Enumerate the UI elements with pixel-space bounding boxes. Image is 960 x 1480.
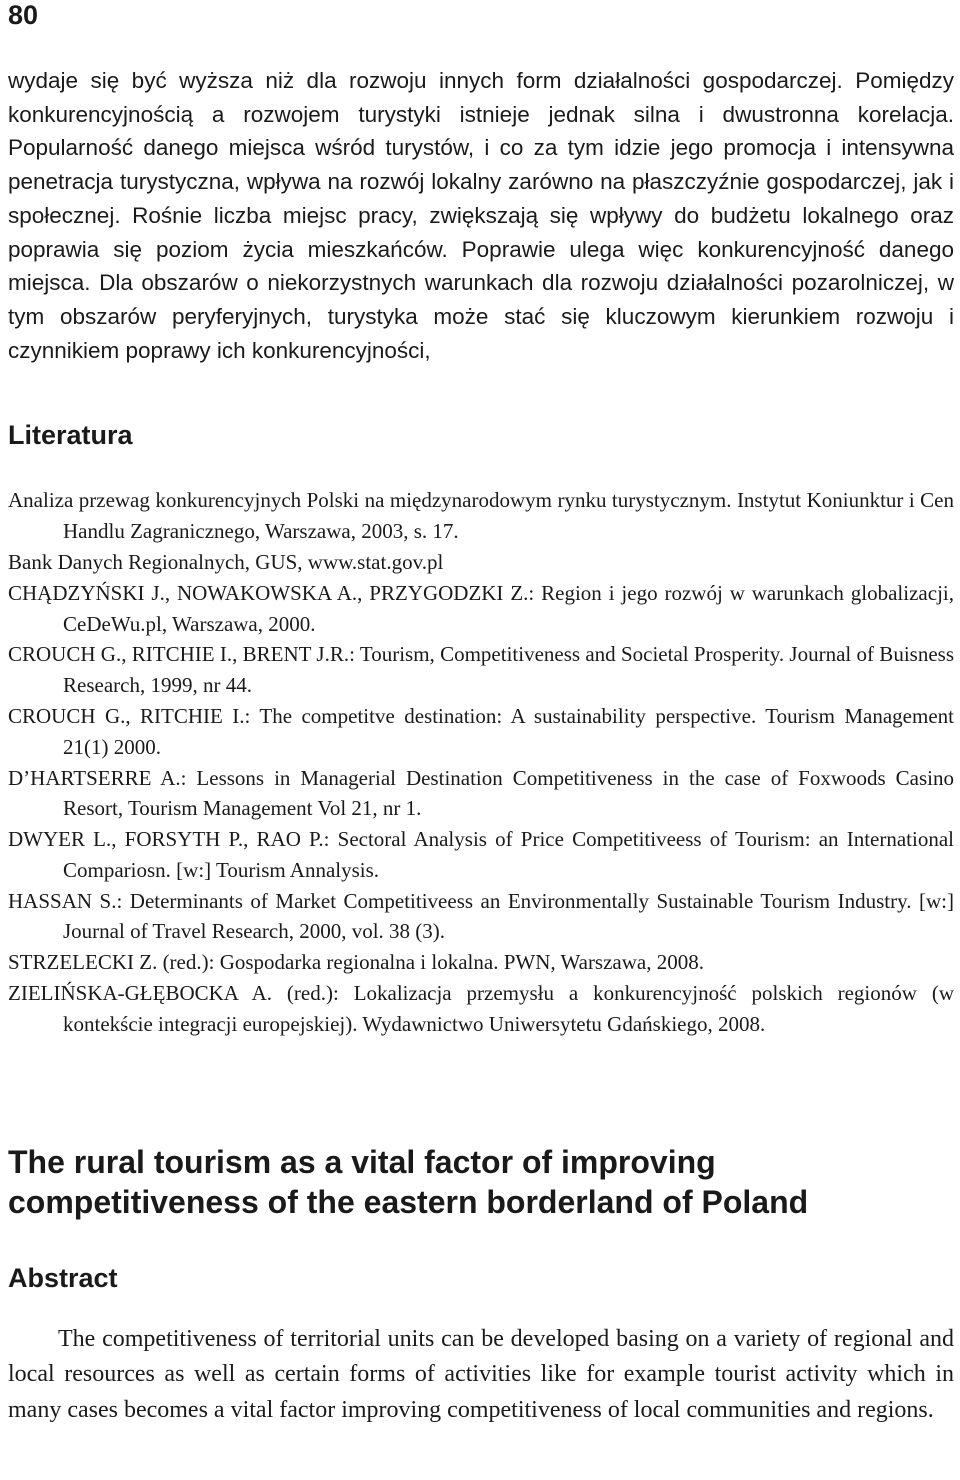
abstract-text: The competitiveness of territorial units can be developed basing on a variety of regional and local resources as well as certain forms of activities like for example tourist activity which in many cases becomes a vital factor improving competitiveness of local communities and regions. bbox=[8, 1325, 954, 1423]
page-number: 80 bbox=[8, 0, 39, 30]
reference-item: D’HARTSERRE A.: Lessons in Managerial Destination Competitiveness in the case of Foxwoods Casino Resort, Tourism Management Vol 21, nr 1. bbox=[8, 765, 954, 821]
references-list bbox=[8, 485, 954, 1039]
reference-item: DWYER L., FORSYTH P., RAO P.: Sectoral Analysis of Price Competitiveess of Tourism: an International Compariosn. [w:] Tourism Annalysis. bbox=[8, 827, 954, 882]
reference-item: HASSAN S.: Determinants of Market Competitiveess an Environmentally Sustainable Tourism Industry. [w:] Journal of Travel Research, 2000, vol. 38 (3). bbox=[8, 888, 954, 944]
article-title: The rural tourism as a vital factor of improving competitiveness of the eastern borderland of Poland bbox=[8, 1143, 809, 1220]
reference-item: STRZELECKI Z. (red.): Gospodarka regionalna i lokalna. PWN, Warszawa, 2008. bbox=[8, 950, 704, 975]
reference-item: Analiza przewag konkurencyjnych Polski na międzynarodowym rynku turystycznym. Instytut Koniunktur i Cen Handlu Zagranicznego, Warszawa, 2003, s. 17. bbox=[8, 488, 954, 544]
reference-item: CHĄDZYŃSKI J., NOWAKOWSKA A., PRZYGODZKI Z.: Region i jego rozwój w warunkach globalizacji, CeDeWu.pl, Warszawa, 2000. bbox=[8, 580, 954, 636]
reference-item: ZIELIŃSKA-GŁĘBOCKA A. (red.): Lokalizacja przemysłu a konkurencyjność polskich regionów (w kontekście integracji europejskiej). Wydawnictwo Uniwersytetu Gdańskiego, 2008. bbox=[8, 981, 954, 1036]
document-page bbox=[8, 0, 954, 1428]
literature-heading: Literatura bbox=[8, 420, 133, 451]
reference-item: Bank Danych Regionalnych, GUS, www.stat.gov.pl bbox=[8, 549, 444, 574]
abstract-heading: Abstract bbox=[8, 1262, 118, 1293]
reference-item: CROUCH G., RITCHIE I.: The competitve destination: A sustainability perspective. Tourism Management 21(1) 2000. bbox=[8, 703, 954, 759]
reference-item: CROUCH G., RITCHIE I., BRENT J.R.: Tourism, Competitiveness and Societal Prosperity. Journal of Buisness Research, 1999, nr 44. bbox=[8, 642, 954, 698]
body-paragraph: wydaje się być wyższa niż dla rozwoju innych form działalności gospodarczej. Pomiędzy konkurencyjnością a rozwojem turystyki istnieje jednak silna i dwustronna korelacja. Popularność danego miejsca wśród turystów, i co za tym idzie jego promocja i intensywna penetracja turystyczna, wpływa na rozwój lokalny zarówno na płaszczyźnie gospodarczej, jak i społecznej. Rośnie liczba miejsc pracy, zwiększają się wpływy do budżetu lokalnego oraz poprawia się poziom życia mieszkańców. Poprawie ulega więc konkurencyjność danego miejsca. Dla obszarów o niekorzystnych warunkach dla rozwoju działalności pozarolniczej, w tym obszarów peryferyjnych, turystyka może stać się kluczowym kierunkiem rozwoju i czynnikiem poprawy ich konkurencyjności, bbox=[8, 68, 954, 363]
